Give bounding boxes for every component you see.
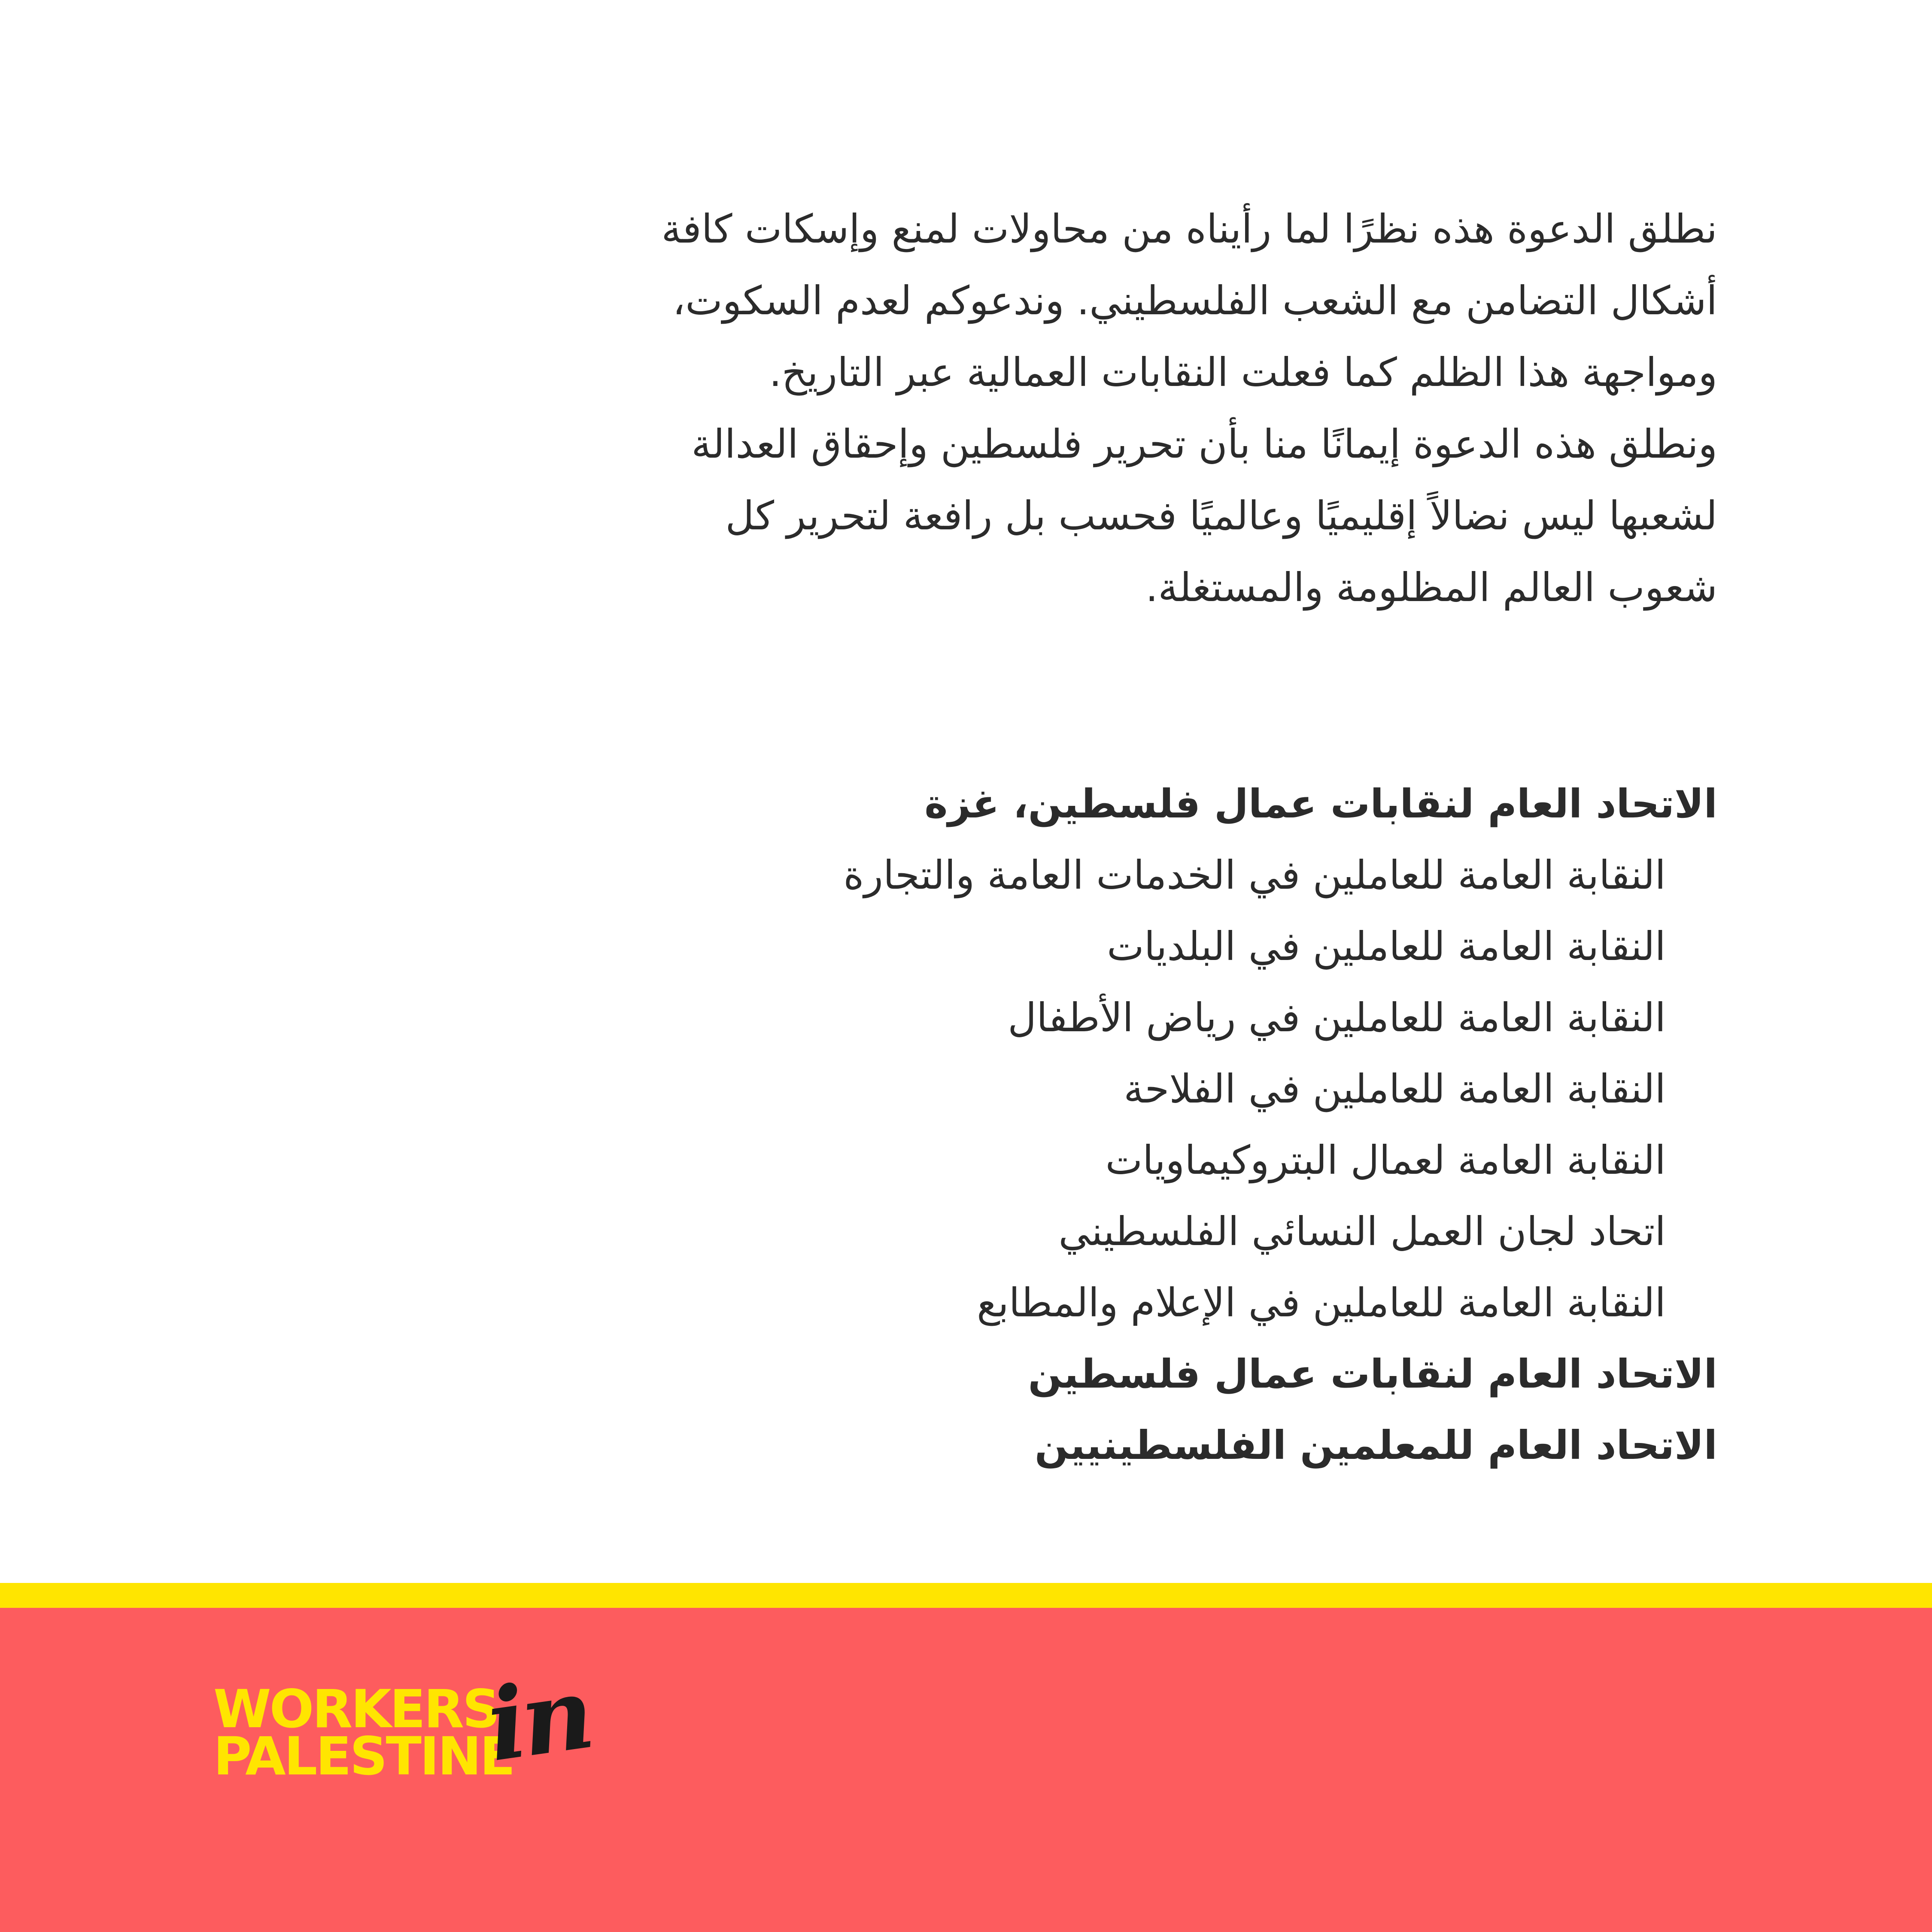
signatory-union: اتحاد لجان العمل النسائي الفلسطيني (1058, 1209, 1666, 1255)
workers-in-palestine-logo (213, 1655, 600, 1795)
signatories-list (258, 769, 1717, 1481)
signatory-union: النقابة العامة للعاملين في الخدمات العامة والتجارة (843, 852, 1666, 898)
intro-line: ونطلق هذه الدعوة إيمانًا منا بأن تحرير فلسطين وإحقاق العدالة (691, 421, 1717, 467)
intro-line: لشعبها ليس نضالاً إقليميًا وعالميًا فحسب بل رافعة لتحرير كل (725, 493, 1717, 539)
signatory-union: النقابة العامة للعاملين في الفلاحة (1124, 1066, 1666, 1112)
logo-word-palestine: PALESTINE (213, 1726, 514, 1787)
yellow-divider-band (0, 1583, 1932, 1608)
signatory-union: النقابة العامة للعاملين في رياض الأطفال (1008, 995, 1666, 1041)
signatory-union: النقابة العامة للعاملين في البلديات (1107, 923, 1666, 969)
signatory-gaza-federation: الاتحاد العام لنقابات عمال فلسطين، غزة (924, 781, 1717, 827)
intro-line: نطلق الدعوة هذه نظرًا لما رأيناه من محاولات لمنع وإسكات كافة (661, 206, 1717, 252)
intro-line: شعوب العالم المظلومة والمستغلة. (1145, 565, 1717, 611)
signatory-union: النقابة العامة للعاملين في الإعلام والمطابع (977, 1280, 1666, 1326)
signatory-teachers-union: الاتحاد العام للمعلمين الفلسطينيين (1034, 1422, 1717, 1468)
logo-word-in: in (480, 1655, 597, 1784)
signatory-general-federation: الاتحاد العام لنقابات عمال فلسطين (1028, 1351, 1717, 1397)
logo-word-workers: WORKERS (213, 1679, 498, 1740)
intro-paragraph (236, 193, 1717, 623)
signatory-union: النقابة العامة لعمال البتروكيماويات (1105, 1137, 1666, 1183)
intro-line: ومواجهة هذا الظلم كما فعلت النقابات العمالية عبر التاريخ. (769, 349, 1717, 395)
intro-line: أشكال التضامن مع الشعب الفلسطيني. وندعوكم لعدم السكوت، (672, 278, 1717, 324)
